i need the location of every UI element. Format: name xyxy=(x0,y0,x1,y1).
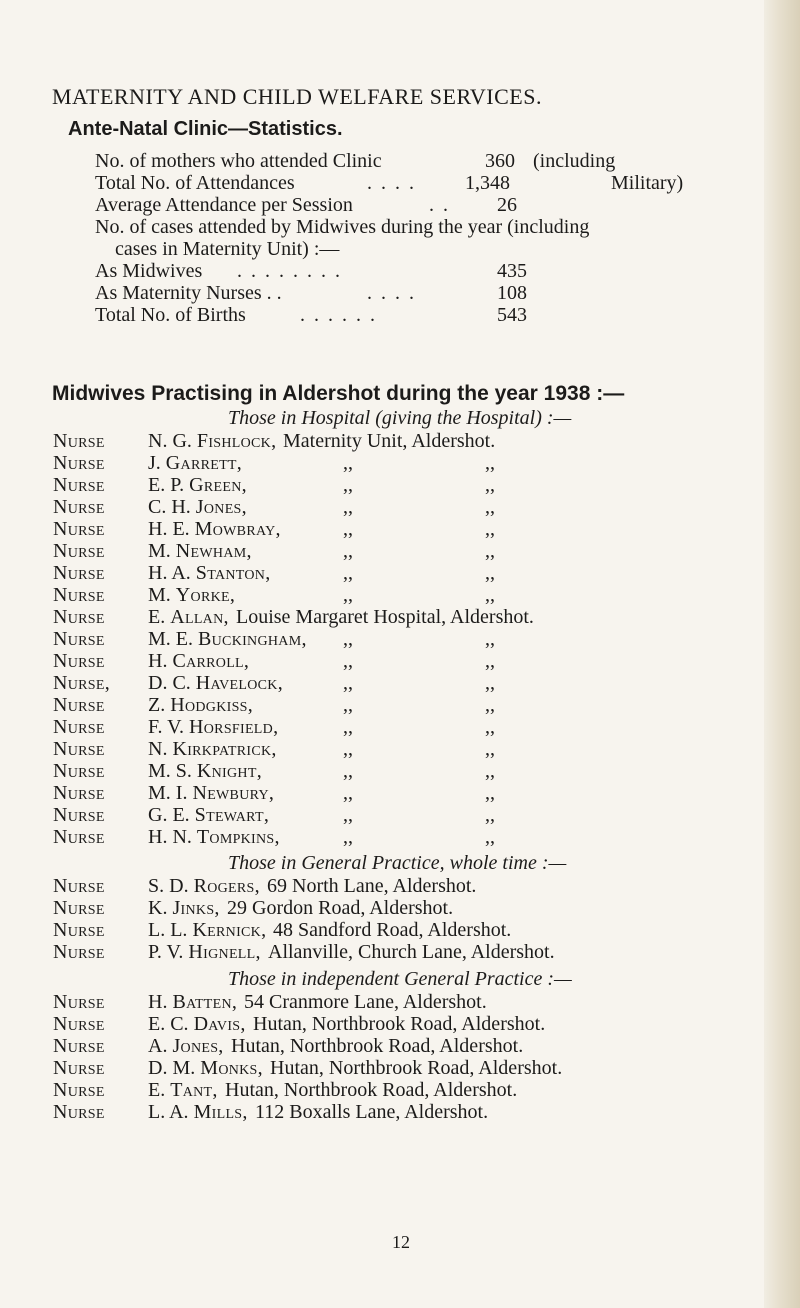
nurse-title: Nurse xyxy=(53,606,105,628)
nurse-title: Nurse xyxy=(53,694,105,716)
nurse-title: Nurse xyxy=(53,584,105,606)
nurse-title: Nurse xyxy=(53,474,105,496)
ditto-mark: ,, xyxy=(343,716,353,738)
nurse-surname: Monks, xyxy=(200,1057,263,1079)
nurse-title: Nurse xyxy=(53,738,105,760)
ditto-mark: ,, xyxy=(485,452,495,474)
ditto-mark: ,, xyxy=(485,716,495,738)
nurse-initials: M. I. xyxy=(148,782,188,804)
stat-note: (including xyxy=(533,150,616,172)
nurse-surname: Batten, xyxy=(172,991,238,1013)
nurse-address: Hutan, Northbrook Road, Aldershot. xyxy=(270,1057,563,1079)
section-title-antenatal: Ante-Natal Clinic—Statistics. xyxy=(68,118,343,140)
nurse-title: Nurse xyxy=(53,1057,105,1079)
nurse-surname: Jinks, xyxy=(172,897,220,919)
stat-row xyxy=(95,238,775,260)
nurse-initials: Z. xyxy=(148,694,166,716)
nurse-initials: E. xyxy=(148,606,166,628)
nurse-name xyxy=(148,1035,224,1058)
nurse-name xyxy=(148,628,307,651)
nurse-name xyxy=(148,1079,218,1102)
nurse-name xyxy=(148,919,266,942)
nurse-name xyxy=(148,782,274,805)
nurse-title: Nurse xyxy=(53,760,105,782)
ditto-mark: ,, xyxy=(485,826,495,848)
ditto-mark: ,, xyxy=(485,804,495,826)
nurse-name xyxy=(148,474,247,497)
nurse-title: Nurse xyxy=(53,991,105,1013)
stat-value: 543 xyxy=(497,304,527,326)
nurse-initials: M. xyxy=(148,540,171,562)
nurse-title: Nurse xyxy=(53,897,105,919)
stat-row xyxy=(95,150,775,172)
nurse-title: Nurse xyxy=(53,941,105,963)
nurse-address: 54 Cranmore Lane, Aldershot. xyxy=(244,991,487,1013)
nurse-initials: E. C. xyxy=(148,1013,189,1035)
nurse-title: Nurse xyxy=(53,496,105,518)
nurse-initials: H. E. xyxy=(148,518,190,540)
nurse-name xyxy=(148,540,252,563)
nurse-title: Nurse xyxy=(53,430,105,452)
stat-row xyxy=(95,304,775,326)
nurse-surname: Newbury, xyxy=(192,782,275,804)
ditto-mark: ,, xyxy=(343,694,353,716)
nurse-initials: L. A. xyxy=(148,1101,189,1123)
nurse-initials: D. M. xyxy=(148,1057,196,1079)
subhead-independent-practice: Those in independent General Practice :— xyxy=(228,968,572,990)
stat-value: 1,348 xyxy=(465,172,510,194)
ditto-mark: ,, xyxy=(343,760,353,782)
section-title-midwives: Midwives Practising in Aldershot during the year 1938 :— xyxy=(52,382,625,405)
stat-label: As Midwives xyxy=(95,260,203,282)
stat-value: 360 xyxy=(485,150,515,172)
nurse-initials: A. xyxy=(148,1035,168,1057)
ditto-mark: ,, xyxy=(343,804,353,826)
stat-row xyxy=(95,282,775,304)
stat-label: Total No. of Births xyxy=(95,304,246,326)
nurse-initials: N. xyxy=(148,738,168,760)
nurse-address: Hutan, Northbrook Road, Aldershot. xyxy=(225,1079,518,1101)
nurse-name xyxy=(148,897,220,920)
nurse-surname: Kernick, xyxy=(192,919,267,941)
nurse-address: 112 Boxalls Lane, Aldershot. xyxy=(255,1101,489,1123)
ditto-mark: ,, xyxy=(485,694,495,716)
nurse-name xyxy=(148,496,247,519)
page-title: MATERNITY AND CHILD WELFARE SERVICES. xyxy=(52,84,542,109)
nurse-name xyxy=(148,991,237,1014)
nurse-title: Nurse xyxy=(53,782,105,804)
ditto-mark: ,, xyxy=(485,562,495,584)
nurse-address: Allanville, Church Lane, Aldershot. xyxy=(268,941,555,963)
nurse-name xyxy=(148,875,260,898)
nurse-name xyxy=(148,1101,248,1124)
ditto-mark: ,, xyxy=(485,672,495,694)
nurse-surname: Jones, xyxy=(195,496,247,518)
nurse-initials: E. xyxy=(148,1079,166,1101)
nurse-title: Nurse xyxy=(53,1101,105,1123)
subhead-general-practice: Those in General Practice, whole time :— xyxy=(228,852,567,874)
nurse-name xyxy=(148,430,276,453)
nurse-address: Maternity Unit, Aldershot. xyxy=(283,430,496,452)
nurse-initials: L. L. xyxy=(148,919,188,941)
nurse-name xyxy=(148,650,249,673)
ditto-mark: ,, xyxy=(485,760,495,782)
nurse-title: Nurse xyxy=(53,650,105,672)
nurse-surname: Tompkins, xyxy=(196,826,280,848)
nurse-name xyxy=(148,804,269,827)
nurse-name xyxy=(148,584,235,607)
nurse-title: Nurse xyxy=(53,452,105,474)
nurse-surname: Tant, xyxy=(170,1079,218,1101)
antenatal-statistics xyxy=(95,150,775,326)
nurse-surname: Garrett, xyxy=(165,452,243,474)
ditto-mark: ,, xyxy=(343,496,353,518)
nurse-title: Nurse xyxy=(53,716,105,738)
subhead-hospital: Those in Hospital (giving the Hospital) :— xyxy=(228,407,572,429)
nurse-name xyxy=(148,452,242,475)
nurse-address: Hutan, Northbrook Road, Aldershot. xyxy=(253,1013,546,1035)
nurse-surname: Havelock, xyxy=(195,672,284,694)
nurse-initials: H. A. xyxy=(148,562,191,584)
stat-leader-dots: . . . . xyxy=(367,282,416,304)
stat-row xyxy=(95,216,775,238)
nurse-name xyxy=(148,716,278,739)
nurse-initials: M. xyxy=(148,584,171,606)
nurse-initials: P. V. xyxy=(148,941,184,963)
nurse-initials: H. N. xyxy=(148,826,192,848)
nurse-initials: M. E. xyxy=(148,628,193,650)
ditto-mark: ,, xyxy=(485,496,495,518)
ditto-mark: ,, xyxy=(485,628,495,650)
nurse-title: Nurse xyxy=(53,826,105,848)
nurse-initials: H. xyxy=(148,991,168,1013)
ditto-mark: ,, xyxy=(485,738,495,760)
nurse-title: Nurse xyxy=(53,1013,105,1035)
stat-value: 435 xyxy=(497,260,527,282)
nurse-surname: Green, xyxy=(189,474,247,496)
nurse-title: Nurse, xyxy=(53,672,111,694)
ditto-mark: ,, xyxy=(343,540,353,562)
ditto-mark: ,, xyxy=(343,650,353,672)
nurse-title: Nurse xyxy=(53,628,105,650)
nurse-surname: Hodgkiss, xyxy=(170,694,254,716)
stat-label: No. of cases attended by Midwives during the year (including xyxy=(95,216,590,238)
nurse-surname: Carroll, xyxy=(172,650,250,672)
nurse-name xyxy=(148,760,262,783)
nurse-initials: J. xyxy=(148,452,161,474)
nurse-address: Hutan, Northbrook Road, Aldershot. xyxy=(231,1035,524,1057)
ditto-mark: ,, xyxy=(343,518,353,540)
ditto-mark: ,, xyxy=(343,672,353,694)
nurse-surname: Fishlock, xyxy=(196,430,277,452)
nurse-surname: Knight, xyxy=(196,760,262,782)
ditto-mark: ,, xyxy=(485,474,495,496)
stat-row xyxy=(95,172,775,194)
nurse-name xyxy=(148,562,271,585)
stat-value: 26 xyxy=(497,194,517,216)
nurse-title: Nurse xyxy=(53,875,105,897)
nurse-name xyxy=(148,738,277,761)
stat-label: cases in Maternity Unit) :— xyxy=(115,238,340,260)
nurse-name xyxy=(148,1057,263,1080)
nurse-surname: Stewart, xyxy=(194,804,270,826)
stat-label: As Maternity Nurses . . xyxy=(95,282,282,304)
nurse-initials: G. E. xyxy=(148,804,190,826)
ditto-mark: ,, xyxy=(343,628,353,650)
ditto-mark: ,, xyxy=(485,650,495,672)
ditto-mark: ,, xyxy=(343,782,353,804)
nurse-name xyxy=(148,606,229,629)
nurse-initials: C. H. xyxy=(148,496,191,518)
nurse-surname: Hignell, xyxy=(188,941,261,963)
nurse-title: Nurse xyxy=(53,919,105,941)
stat-leader-dots: . . . . xyxy=(367,172,416,194)
nurse-surname: Mills, xyxy=(193,1101,248,1123)
ditto-mark: ,, xyxy=(485,584,495,606)
nurse-initials: E. P. xyxy=(148,474,185,496)
nurse-name xyxy=(148,826,280,849)
nurse-initials: S. D. xyxy=(148,875,189,897)
ditto-mark: ,, xyxy=(485,782,495,804)
ditto-mark: ,, xyxy=(343,826,353,848)
nurse-initials: M. S. xyxy=(148,760,192,782)
nurse-surname: Rogers, xyxy=(193,875,260,897)
stat-leader-dots: . . xyxy=(429,194,450,216)
stat-label: Average Attendance per Session xyxy=(95,194,353,216)
ditto-mark: ,, xyxy=(485,540,495,562)
nurse-address: 48 Sandford Road, Aldershot. xyxy=(273,919,512,941)
nurse-name xyxy=(148,941,261,964)
nurse-surname: Stanton, xyxy=(195,562,271,584)
ditto-mark: ,, xyxy=(343,474,353,496)
nurse-surname: Yorke, xyxy=(175,584,236,606)
nurse-title: Nurse xyxy=(53,540,105,562)
ditto-mark: ,, xyxy=(343,562,353,584)
nurse-initials: D. C. xyxy=(148,672,191,694)
nurse-initials: H. xyxy=(148,650,168,672)
stat-leader-dots: . . . . . . xyxy=(300,304,377,326)
nurse-title: Nurse xyxy=(53,1035,105,1057)
stat-value: 108 xyxy=(497,282,527,304)
ditto-mark: ,, xyxy=(343,584,353,606)
nurse-name xyxy=(148,518,281,541)
nurse-surname: Mowbray, xyxy=(194,518,281,540)
nurse-surname: Newham, xyxy=(175,540,252,562)
nurse-address: 29 Gordon Road, Aldershot. xyxy=(227,897,454,919)
stat-row xyxy=(95,194,775,216)
ditto-mark: ,, xyxy=(485,518,495,540)
nurse-surname: Davis, xyxy=(193,1013,246,1035)
nurse-surname: Kirkpatrick, xyxy=(172,738,277,760)
nurse-name xyxy=(148,694,253,717)
nurse-name xyxy=(148,672,283,695)
nurse-title: Nurse xyxy=(53,1079,105,1101)
nurse-surname: Buckingham, xyxy=(198,628,307,650)
nurse-title: Nurse xyxy=(53,562,105,584)
page-number: 12 xyxy=(392,1232,410,1252)
nurse-initials: N. G. xyxy=(148,430,192,452)
nurse-surname: Allan, xyxy=(170,606,229,628)
ditto-mark: ,, xyxy=(343,738,353,760)
nurse-address: 69 North Lane, Aldershot. xyxy=(267,875,477,897)
nurse-surname: Jones, xyxy=(172,1035,224,1057)
nurse-initials: F. V. xyxy=(148,716,185,738)
stat-label: Total No. of Attendances xyxy=(95,172,295,194)
nurse-title: Nurse xyxy=(53,804,105,826)
stat-leader-dots: . . . . . . . . xyxy=(237,260,342,282)
nurse-address: Louise Margaret Hospital, Aldershot. xyxy=(236,606,534,628)
stat-note: Military) xyxy=(611,172,684,194)
stat-row xyxy=(95,260,775,282)
nurse-surname: Horsfield, xyxy=(189,716,279,738)
stat-label: No. of mothers who attended Clinic xyxy=(95,150,382,172)
nurse-name xyxy=(148,1013,246,1036)
ditto-mark: ,, xyxy=(343,452,353,474)
nurse-title: Nurse xyxy=(53,518,105,540)
nurse-initials: K. xyxy=(148,897,168,919)
